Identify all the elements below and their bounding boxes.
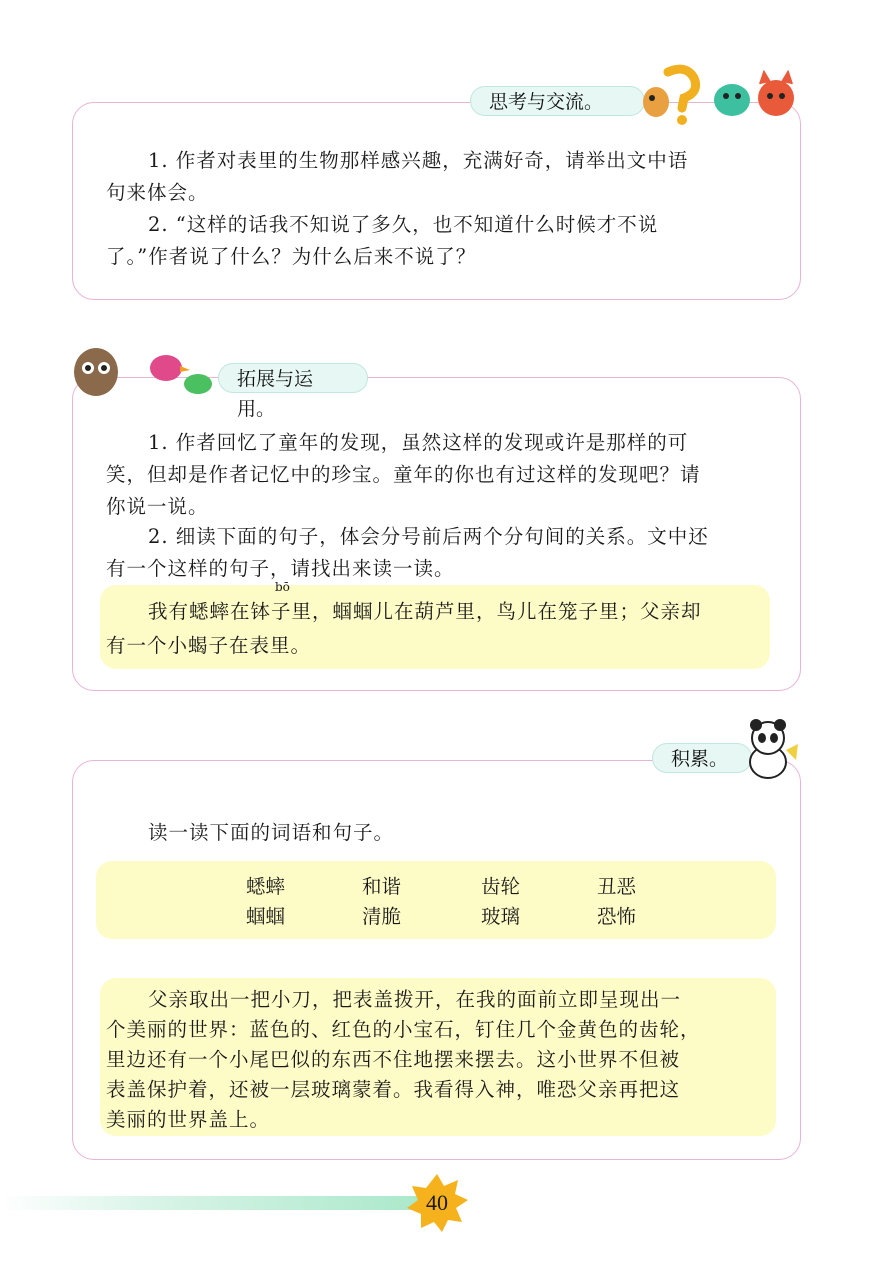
accumulate-tab: 积累。 [652,743,752,773]
accumulate-instruction: 读一读下面的词语和句子。 [148,821,395,844]
quote-line1: 我有蟋蟀在钵子里，蝈蝈儿在葫芦里，鸟儿在笼子里；父亲却 [148,600,702,623]
cartoon-animals-icon [708,70,804,126]
passage-line4: 表盖保护着，还被一层玻璃蒙着。我看得入神，唯恐父亲再把这 [106,1078,681,1101]
section1-q1-line2: 句来体会。 [106,181,209,204]
word-item: 蟋蟀 [246,875,286,898]
section2-q1-line1: 1. 作者回忆了童年的发现，虽然这样的发现或许是那样的可 [148,431,689,454]
word-item: 恐怖 [597,905,637,928]
section1-q2-line2: 了。”作者说了什么？为什么后来不说了？ [106,245,477,268]
page-number: 40 [426,1190,448,1215]
pinyin-annotation: bō [275,580,290,594]
owl-bird-icon [66,340,218,402]
section2-q1-line2: 笑，但却是作者记忆中的珍宝。童年的你也有过这样的发现吧？请 [106,463,701,486]
panda-icon [740,716,802,782]
word-list-box [96,861,776,939]
passage-line2: 个美丽的世界：蓝色的、红色的小宝石，钉住几个金黄色的齿轮， [106,1018,701,1041]
word-item: 和谐 [362,875,402,898]
section1-q2-line1: 2. “这样的话我不知说了多久，也不知道什么时候才不说 [148,213,659,236]
section1-q1-line1: 1. 作者对表里的生物那样感兴趣，充满好奇，请举出文中语 [148,149,689,172]
section2-q2-line2: 有一个这样的句子，请找出来读一读。 [106,557,455,580]
extend-apply-tab: 拓展与运用。 [218,363,368,393]
word-item: 蝈蝈 [246,905,286,928]
footer-gradient-bar [0,1196,430,1210]
squirrel-question-mark-icon [638,64,708,128]
word-item: 齿轮 [481,875,521,898]
word-item: 玻璃 [481,905,521,928]
quote-line2: 有一个小蝎子在表里。 [106,634,312,657]
section2-q2-line1: 2. 细读下面的句子，体会分号前后两个分句间的关系。文中还 [148,525,709,548]
word-item: 丑恶 [597,875,637,898]
passage-line1: 父亲取出一把小刀，把表盖拨开，在我的面前立即呈现出一 [148,988,682,1011]
word-item: 清脆 [362,905,402,928]
think-discuss-tab: 思考与交流。 [470,86,645,116]
passage-line3: 里边还有一个小尾巴似的东西不住地摆来摆去。这小世界不但被 [106,1048,681,1071]
section2-q1-line3: 你说一说。 [106,495,209,518]
passage-line5: 美丽的世界盖上。 [106,1108,271,1131]
